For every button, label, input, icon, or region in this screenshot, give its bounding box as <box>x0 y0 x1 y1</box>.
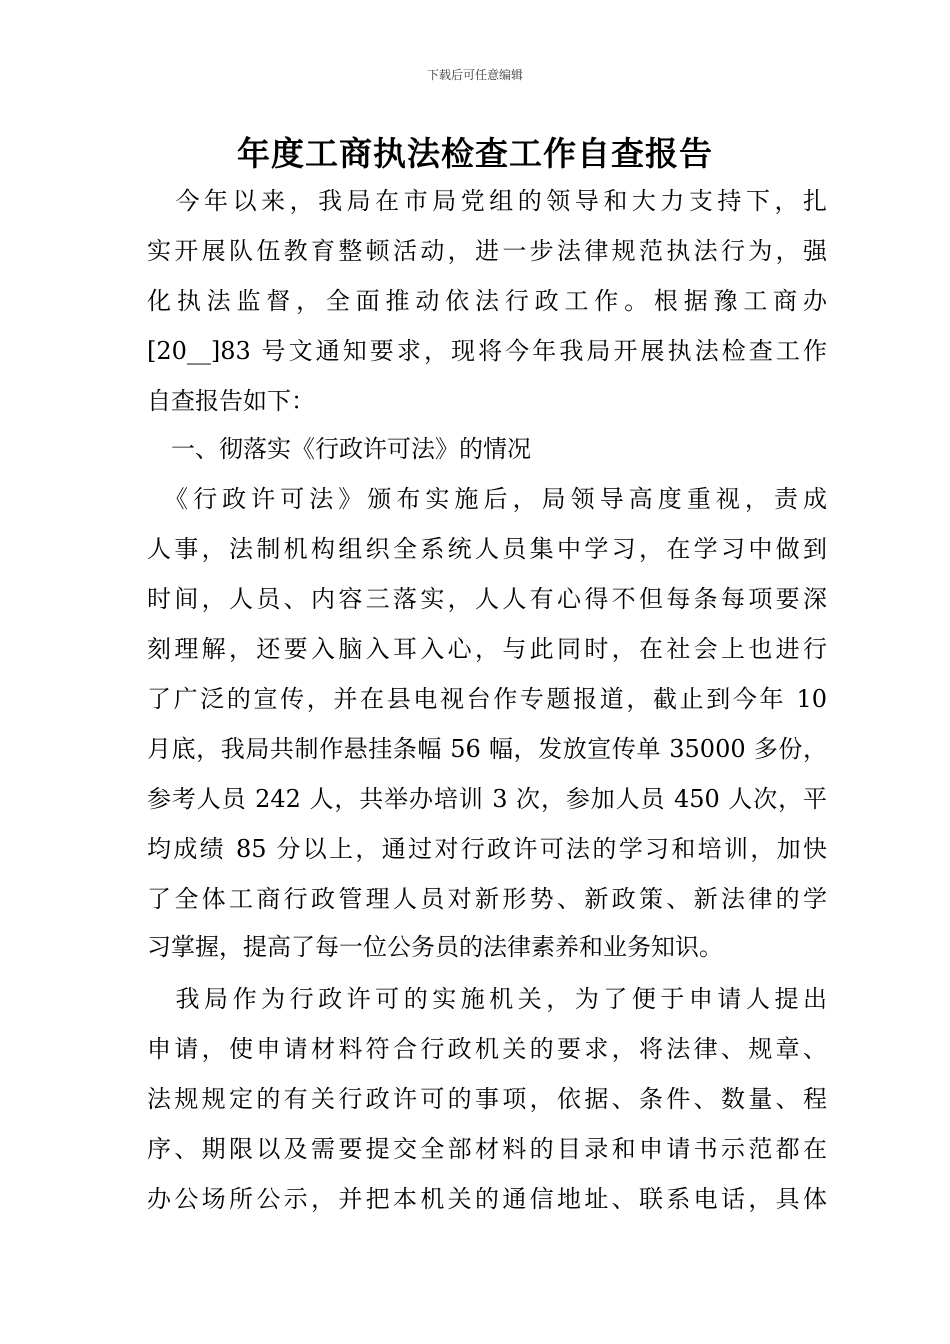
body-line: 时间，人员、内容三落实，人人有心得不但每条每项要深 <box>147 585 827 613</box>
body-line: 实开展队伍教育整顿活动，进一步法律规范执法行为，强 <box>147 237 827 265</box>
body-line: 今年以来，我局在市局党组的领导和大力支持下，扎 <box>147 187 827 215</box>
body-line: 月底，我局共制作悬挂条幅 56 幅，发放宣传单 35000 多份， <box>147 735 827 763</box>
body-line: 法规规定的有关行政许可的事项，依据、条件、数量、程 <box>147 1085 827 1113</box>
body-line: 我局作为行政许可的实施机关，为了便于申请人提出 <box>147 985 827 1013</box>
body-line: 人事，法制机构组织全系统人员集中学习，在学习中做到 <box>147 535 827 563</box>
body-line: 了广泛的宣传，并在县电视台作专题报道，截止到今年 10 <box>147 685 827 713</box>
body-line: 自查报告如下： <box>147 387 315 415</box>
body-line: 序、期限以及需要提交全部材料的目录和申请书示范都在 <box>147 1135 827 1163</box>
body-line: 《行政许可法》颁布实施后，局领导高度重视，责成 <box>147 485 827 513</box>
body-line: 办公场所公示，并把本机关的通信地址、联系电话，具体 <box>147 1185 827 1213</box>
header-note: 下载后可任意编辑 <box>426 68 523 82</box>
body-line: 均成绩 85 分以上，通过对行政许可法的学习和培训，加快 <box>147 835 827 863</box>
body-line: 参考人员 242 人，共举办培训 3 次，参加人员 450 人次，平 <box>147 785 827 813</box>
body-line: 习掌握，提高了每一位公务员的法律素养和业务知识。 <box>147 933 723 961</box>
body-line: 申请，使申请材料符合行政机关的要求，将法律、规章、 <box>147 1035 827 1063</box>
body-line: 刻理解，还要入脑入耳入心，与此同时，在社会上也进行 <box>147 635 827 663</box>
body-line: 化执法监督，全面推动依法行政工作。根据豫工商办 <box>147 287 827 315</box>
body-line: 了全体工商行政管理人员对新形势、新政策、新法律的学 <box>147 885 827 913</box>
section-heading: 一、彻落实《行政许可法》的情况 <box>147 435 531 463</box>
document-title: 年度工商执法检查工作自查报告 <box>237 134 713 173</box>
body-line: [20__]83 号文通知要求，现将今年我局开展执法检查工作 <box>147 337 827 365</box>
